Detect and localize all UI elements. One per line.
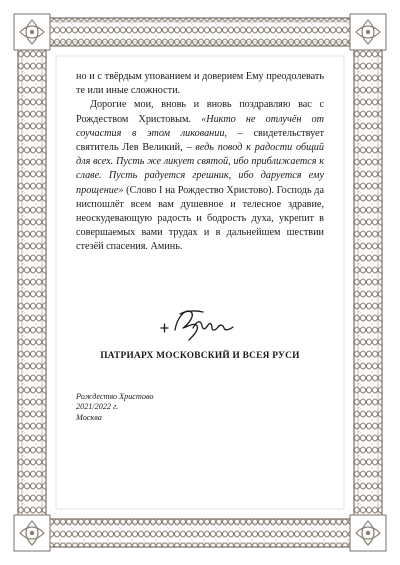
document-footer <box>76 392 276 423</box>
footer-year: 2021/2022 г. <box>76 402 119 412</box>
paragraph-2-quote-2: ведь повод к радости общий для всех. Пусть же ликует святой, ибо приближается к славе. Пусть радуется грешник, ибо даруется ему прощение» <box>76 142 324 196</box>
paragraph-2-quote-1: «Никто не отлучён от соучастия в этом ликовании, <box>76 113 325 139</box>
footer-occasion: Рождество Христово <box>76 392 154 401</box>
signature-title: ПАТРИАРХ МОСКОВСКИЙ И ВСЕЯ РУСИ <box>100 351 300 361</box>
paragraph-2-text: Дорогие мои, вновь и вновь поздравляю вас с Рождеством Христовым. <box>76 99 324 125</box>
paragraph-2 <box>76 98 324 254</box>
paragraph-1 <box>76 70 324 98</box>
paragraph-2-closing: (Слово I на Рождество Христово). Господь да ниспошлёт всем вам душевное и телесное здравие, неоскудевающую радость и бодрость духа, укрепит в совершаемых вами трудах и в дальнейшем шествии стезёй спасения. Аминь. <box>76 184 324 253</box>
paragraph-1-text: но и с твёрдым упованием и доверием Ему преодолевать те или иные сложности. <box>76 71 324 97</box>
letter-body <box>76 70 324 255</box>
handwritten-signature-icon <box>155 300 245 345</box>
footer-city: Москва <box>76 412 102 422</box>
paragraph-2-attribution: – свидетельствует святитель Лев Великий, – <box>76 127 325 154</box>
